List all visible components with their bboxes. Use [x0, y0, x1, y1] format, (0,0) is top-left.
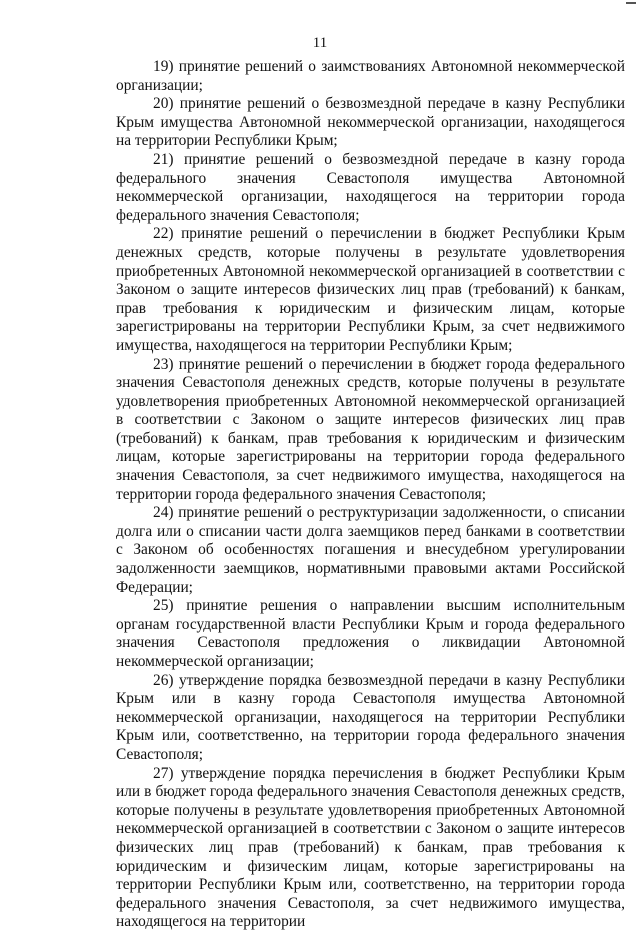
scan-corner-mark [626, 2, 636, 4]
document-body [116, 58, 625, 932]
list-item-27: 27) утверждение порядка перечисления в бюджет Республики Крым или в бюджет города федерального значения Севастополя денежных средств, которые получены в результате удовлетворения приобретенных Автономной некоммерческой организацией в соответствии с Законом о защите интересов физических лиц прав (требований) к банкам, прав требования к юридическим и физическим лицам, которые зарегистрированы на территории Республики Крым или, соответственно, на территории города федерального значения Севастополя, за счет недвижимого имущества, находящегося на территории [116, 764, 625, 931]
list-item-24: 24) принятие решений о реструктуризации задолженности, о списании долга или о списании части долга заемщиков перед банками в соответствии с Законом об особенностях погашения и внесудебном урегулировании задолженности заемщиков, нормативными правовыми актами Российской Федерации; [116, 504, 625, 596]
list-item-23: 23) принятие решений о перечислении в бюджет города федерального значения Севастополя денежных средств, которые получены в результате удовлетворения приобретенных Автономной некоммерческой организацией в соответствии с Законом о защите интересов физических лиц прав (требований) к банкам, прав требования к юридическим и физическим лицам, которые зарегистрированы на территории города федерального значения Севастополя, за счет недвижимого имущества, находящегося на территории города федерального значения Севастополя; [116, 355, 625, 503]
list-item-25: 25) принятие решения о направлении высшим исполнительным органам государственной власти Республики Крым и города федерального значения Севастополя предложения о ликвидации Автономной некоммерческой организации; [116, 597, 625, 670]
list-item-21: 21) принятие решений о безвозмездной передаче в казну города федерального значения Севастополя имущества Автономной некоммерческой организации, находящегося на территории города федерального значения Севастополя; [116, 150, 625, 224]
list-item-26: 26) утверждение порядка безвозмездной передачи в казну Республики Крым или в казну города Севастополя имущества Автономной некоммерческой организации, находящегося на территории Республики Крым или, соответственно, на территории города федерального значения Севастополя; [116, 671, 625, 763]
page-number: 11 [312, 35, 328, 51]
list-item-19: 19) принятие решений о заимствованиях Автономной некоммерческой организации; [116, 58, 625, 94]
list-item-20: 20) принятие решений о безвозмездной передаче в казну Республики Крым имущества Автономной некоммерческой организации, находящегося на территории Республики Крым; [116, 95, 625, 150]
list-item-22: 22) принятие решений о перечислении в бюджет Республики Крым денежных средств, которые получены в результате удовлетворения приобретенных Автономной некоммерческой организацией в соответствии с Законом о защите интересов физических лиц прав (требований) к банкам, прав требования к юридическим и физическим лицам, которые зарегистрированы на территории Республики Крым, за счет недвижимого имущества, находящегося на территории Республики Крым; [116, 225, 625, 354]
